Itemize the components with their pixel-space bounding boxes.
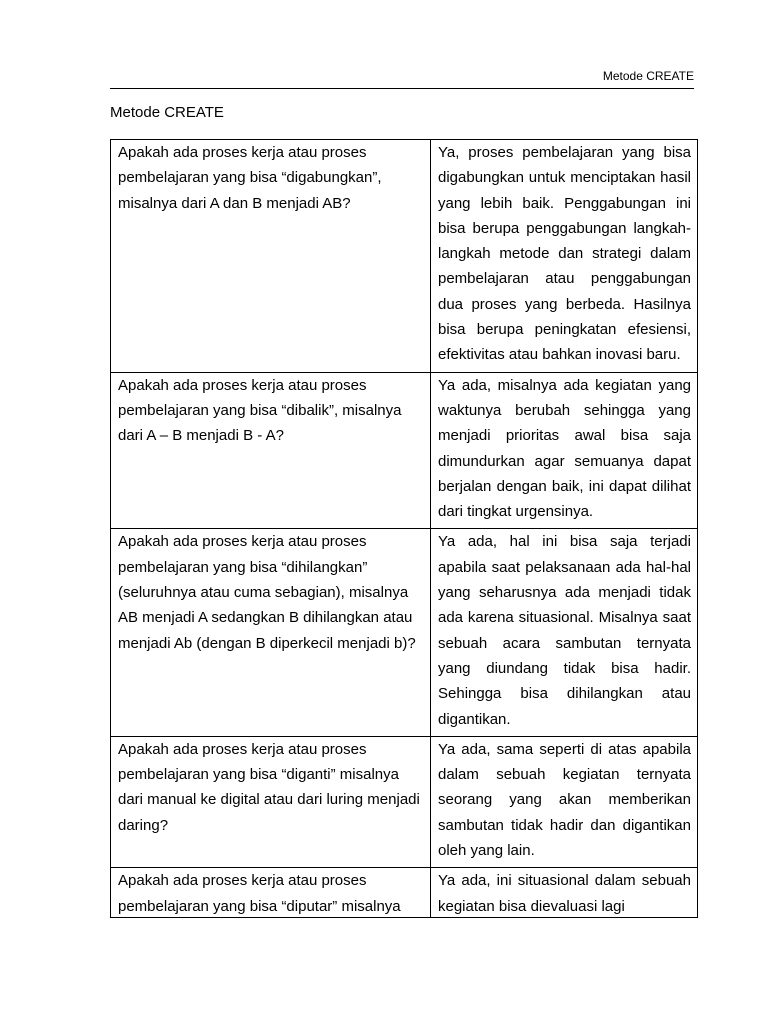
answer-cell [431, 868, 698, 918]
question-text: Apakah ada proses kerja atau proses pembelajaran yang bisa “diputar” misalnya [118, 872, 401, 915]
table-row [111, 140, 698, 373]
document-title: Metode CREATE [110, 104, 224, 121]
question-cell: Apakah ada proses kerja atau proses pembelajaran yang bisa “dibalik”, misalnya dari A – B menjadi B - A? [111, 372, 431, 529]
question-cell: Apakah ada proses kerja atau proses pembelajaran yang bisa “digabungkan”, misalnya dari A dan B menjadi AB? [111, 140, 431, 373]
answer-cell: Ya ada, misalnya ada kegiatan yang waktunya berubah sehingga yang menjadi prioritas awal bisa saja dimundurkan agar semuanya dapat berjalan dengan baik, ini dapat dilihat dari tingkat urgensinya. [431, 372, 698, 529]
create-method-table [110, 139, 698, 918]
table-row [111, 372, 698, 529]
question-cell: Apakah ada proses kerja atau proses pembelajaran yang bisa “diganti” misalnya dari manual ke digital atau dari luring menjadi daring? [111, 736, 431, 867]
table-row [111, 529, 698, 736]
answer-text: Ya ada, ini situasional dalam sebuah kegiatan bisa dievaluasi lagi [438, 872, 691, 915]
running-header-title: Metode CREATE [602, 69, 694, 83]
question-cell [111, 868, 431, 918]
answer-cell: Ya ada, hal ini bisa saja terjadi apabila saat pelaksanaan ada hal-hal yang seharusnya ada menjadi tidak ada karena situasional. Misalnya saat sebuah acara sambutan ternyata yang diundang tidak bisa hadir. Sehingga bisa dihilangkan atau digantikan. [431, 529, 698, 736]
page-header [110, 68, 694, 89]
answer-cell: Ya, proses pembelajaran yang bisa digabungkan untuk menciptakan hasil yang lebih baik. Penggabungan ini bisa berupa penggabungan langkah-langkah metode dan strategi dalam pembelajaran atau penggabungan dua proses yang berbeda. Hasilnya bisa berupa peningkatan efesiensi, efektivitas atau bahkan inovasi baru. [431, 140, 698, 373]
question-cell: Apakah ada proses kerja atau proses pembelajaran yang bisa “dihilangkan” (seluruhnya atau cuma sebagian), misalnya AB menjadi A sedangkan B dihilangkan atau menjadi Ab (dengan B diperkecil menjadi b)? [111, 529, 431, 736]
table-row [111, 736, 698, 867]
answer-cell: Ya ada, sama seperti di atas apabila dalam sebuah kegiatan ternyata seorang yang akan memberikan sambutan tidak hadir dan digantikan oleh yang lain. [431, 736, 698, 867]
table-row [111, 868, 698, 918]
